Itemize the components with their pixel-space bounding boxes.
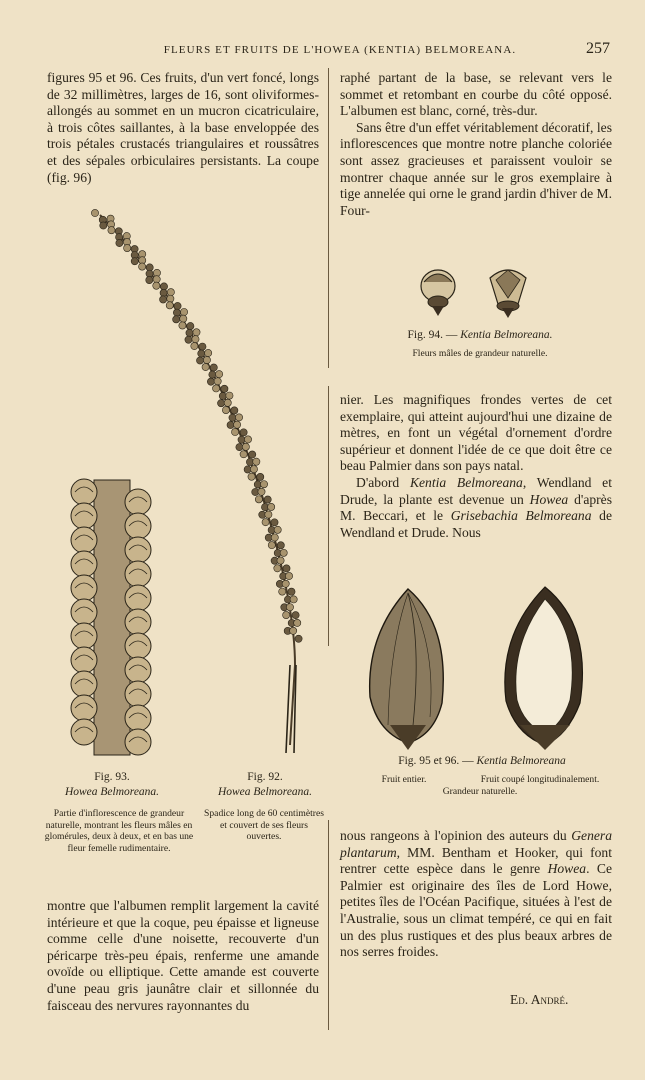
flower-bud bbox=[257, 473, 264, 480]
male-flower bbox=[125, 681, 151, 707]
flower-bud bbox=[282, 580, 289, 587]
male-flower bbox=[125, 513, 151, 539]
fig94-caption: Fleurs mâles de grandeur naturelle. bbox=[412, 348, 548, 359]
flower-bud bbox=[271, 519, 278, 526]
flower-bud bbox=[268, 542, 275, 549]
flower-bud bbox=[248, 473, 255, 480]
flower-bud bbox=[234, 421, 241, 428]
flower-bud bbox=[240, 429, 247, 436]
flower-bud bbox=[277, 542, 284, 549]
whole-fruit bbox=[370, 589, 444, 750]
flower-bud bbox=[258, 488, 265, 495]
male-flower bbox=[125, 489, 151, 515]
flower-bud bbox=[205, 349, 212, 356]
male-flower-closed bbox=[421, 270, 455, 316]
flower-bud bbox=[226, 392, 233, 399]
flower-bud bbox=[202, 363, 209, 370]
flower-bud bbox=[210, 364, 217, 371]
flower-bud bbox=[160, 296, 167, 303]
flower-bud bbox=[219, 392, 226, 399]
flower-bud bbox=[285, 572, 292, 579]
flower-bud bbox=[180, 308, 187, 315]
fig93-caption: Partie d'inflorescence de grandeur naturelle, montrant les fleurs mâles en glomérules, deux à deux, et en bas une fleur femelle rudimentaire. bbox=[44, 808, 194, 854]
flower-bud bbox=[235, 414, 242, 421]
flower-bud bbox=[203, 356, 210, 363]
fig94-dash: — bbox=[445, 329, 458, 341]
male-flower bbox=[71, 647, 97, 673]
fig93-name: Howea Belmoreana. bbox=[64, 786, 160, 798]
flower-bud bbox=[292, 612, 299, 619]
flower-bud bbox=[244, 436, 251, 443]
flower-bud bbox=[100, 222, 107, 229]
male-flower-open bbox=[490, 270, 526, 318]
fig94-label bbox=[360, 328, 600, 343]
flower-bud bbox=[191, 342, 198, 349]
paragraph: figures 95 et 96. Ces fruits, d'un vert foncé, longs de 32 millimètres, larges de 16, sont oliviformes-allongés au sommet en un mucron cicatriculaire, à trois côtes saillantes, à la base enveloppée des trois pétales crustacés triangulaires et roussâtres et des sépales orbiculaires persistants. La coupe (fig. 96) bbox=[47, 70, 319, 185]
left-column-bottom-text bbox=[47, 898, 319, 1014]
flower-bud bbox=[274, 526, 281, 533]
fig92-label bbox=[205, 770, 325, 800]
flower-bud bbox=[187, 322, 194, 329]
male-flower bbox=[71, 575, 97, 601]
flower-bud bbox=[262, 519, 269, 526]
male-flower bbox=[71, 623, 97, 649]
flower-bud bbox=[207, 378, 214, 385]
flower-bud bbox=[294, 619, 301, 626]
fig94-number: Fig. 94. bbox=[407, 329, 443, 341]
flower-bud bbox=[196, 357, 203, 364]
flower-bud bbox=[280, 549, 287, 556]
right-column-top-text bbox=[340, 70, 612, 219]
male-flower bbox=[71, 527, 97, 553]
flower-bud bbox=[231, 407, 238, 414]
flower-bud bbox=[193, 329, 200, 336]
flower-bud bbox=[286, 604, 293, 611]
flower-bud bbox=[160, 283, 167, 290]
fig95-caption-right: Fruit coupé longitudinalement. bbox=[480, 774, 600, 785]
flower-bud bbox=[179, 322, 186, 329]
male-flower bbox=[71, 551, 97, 577]
fig95-dash: — bbox=[462, 755, 474, 767]
paragraph: nier. Les magnifiques frondes vertes de cet exemplaire, qui atteint aujourd'hui une dizaine de mètres, en font un végétal d'ornement d'ordre supérieur et donnent l'idée de ce que doit être ce beau Palmier dans son pays natal. bbox=[340, 392, 612, 474]
flower-bud bbox=[217, 400, 224, 407]
fig95-number: Fig. 95 et 96. bbox=[398, 755, 460, 767]
flower-bud bbox=[153, 276, 160, 283]
male-flower bbox=[125, 537, 151, 563]
right-column-middle-text bbox=[340, 392, 612, 541]
flower-bud bbox=[264, 496, 271, 503]
fig94-name: Kentia Belmoreana. bbox=[460, 329, 553, 341]
male-flowers-illustration bbox=[410, 258, 550, 320]
male-flower bbox=[125, 633, 151, 659]
flower-bud bbox=[236, 444, 243, 451]
fig95-label bbox=[352, 754, 612, 769]
flower-bud bbox=[131, 258, 138, 265]
flower-bud bbox=[153, 282, 160, 289]
fig93-number: Fig. 93. bbox=[94, 771, 130, 783]
flower-bud bbox=[231, 428, 238, 435]
fig95-caption-left: Fruit entier. bbox=[381, 774, 427, 785]
flower-bud bbox=[253, 458, 260, 465]
column-divider-top bbox=[328, 68, 329, 368]
fruit-illustration bbox=[360, 585, 600, 750]
paragraph: montre que l'albumen remplit largement la cavité intérieure et que la coque, peu épaisse et ligneuse comme celle d'une noisette, recouverte d'un péricarpe très-peu épais, renferme une amande ovoïde ou elliptique. Cette amande est couverte d'une peau gris jaunâtre clair et sillonnée du faisceau des nervures rayonnantes du bbox=[47, 898, 319, 1013]
flower-bud bbox=[199, 343, 206, 350]
flower-bud bbox=[173, 316, 180, 323]
column-divider-bottom bbox=[328, 820, 329, 1030]
flower-bud bbox=[249, 451, 256, 458]
flower-bud bbox=[238, 436, 245, 443]
male-flower bbox=[71, 503, 97, 529]
male-flower bbox=[125, 705, 151, 731]
flower-bud bbox=[290, 627, 297, 634]
flower-bud bbox=[116, 239, 123, 246]
inflorescence-detail-illustration bbox=[52, 470, 172, 760]
flower-bud bbox=[216, 371, 223, 378]
flower-bud bbox=[221, 385, 228, 392]
flower-bud bbox=[91, 209, 98, 216]
fig92-caption: Spadice long de 60 centimètres et couvert de ses fleurs ouvertes. bbox=[204, 808, 324, 843]
male-flower bbox=[125, 561, 151, 587]
fig95-caption-bottom: Grandeur naturelle. bbox=[442, 786, 518, 797]
flower-bud bbox=[255, 496, 262, 503]
flower-bud bbox=[213, 385, 220, 392]
left-column-top-text bbox=[47, 70, 319, 186]
flower-bud bbox=[166, 302, 173, 309]
flower-bud bbox=[265, 511, 272, 518]
flower-bud bbox=[167, 295, 174, 302]
paragraph: Sans être d'un effet véritablement décoratif, les inflorescences que montre notre planche coloriée sont assez gracieuses et paraissent vouloir se montrer chaque année sur le gros exemplaire à tige annelée qui orne le grand jardin d'hiver de M. Four- bbox=[340, 119, 612, 218]
flower-bud bbox=[227, 421, 234, 428]
author-signature: Ed. André. bbox=[510, 992, 569, 1007]
fig92-name: Howea Belmoreana. bbox=[217, 786, 313, 798]
male-flower bbox=[125, 729, 151, 755]
paragraph: raphé partant de la base, se relevant vers le sommet et retombant en courbe du côté opposé. L'albumen est blanc, corné, très-dur. bbox=[340, 70, 612, 119]
flower-bud bbox=[283, 565, 290, 572]
flower-bud bbox=[209, 371, 216, 378]
male-flower bbox=[71, 695, 97, 721]
flower-bud bbox=[160, 289, 167, 296]
male-flower bbox=[125, 609, 151, 635]
flower-bud bbox=[242, 443, 249, 450]
flower-bud bbox=[283, 611, 290, 618]
column-divider-middle bbox=[328, 386, 329, 646]
flower-bud bbox=[222, 406, 229, 413]
flower-bud bbox=[268, 503, 275, 510]
flower-bud bbox=[174, 302, 181, 309]
flower-bud bbox=[277, 557, 284, 564]
flower-bud bbox=[167, 289, 174, 296]
flower-bud bbox=[288, 588, 295, 595]
male-flower bbox=[71, 479, 97, 505]
flower-bud bbox=[173, 309, 180, 316]
flower-bud bbox=[192, 336, 199, 343]
male-flower bbox=[71, 599, 97, 625]
male-flower bbox=[125, 585, 151, 611]
fig93-label bbox=[52, 770, 172, 800]
flower-bud bbox=[186, 329, 193, 336]
fig92-number: Fig. 92. bbox=[247, 771, 283, 783]
flower-bud bbox=[124, 244, 131, 251]
flower-bud bbox=[146, 276, 153, 283]
flower-bud bbox=[250, 466, 257, 473]
flower-bud bbox=[108, 227, 115, 234]
paragraph: nous rangeons à l'opinion des auteurs du Genera plantarum, MM. Bentham et Hooker, qui font rentrer cette espèce dans le genre Howea. Ce Palmier est originaire des îles de Lord Howe, petites îles de l'Océan Pacifique, situées à l'est de l'Australie, sous un climat tempéré, ce qui en fait un des plus rustiques et des plus beaux arbres de nos serres froides. bbox=[340, 828, 613, 960]
flower-bud bbox=[139, 263, 146, 270]
flower-bud bbox=[295, 635, 302, 642]
flower-bud bbox=[185, 336, 192, 343]
page-number: 257 bbox=[586, 40, 610, 57]
flower-bud bbox=[214, 378, 221, 385]
flower-bud bbox=[224, 399, 231, 406]
flower-bud bbox=[271, 534, 278, 541]
flower-bud bbox=[274, 565, 281, 572]
rachis bbox=[94, 480, 130, 755]
paragraph: D'abord Kentia Belmoreana, Wendland et Drude, la plante est devenue un Howea d'après M. Beccari, et le Grisebachia Belmoreana de Wendland et Drude. Nous bbox=[340, 474, 612, 540]
flower-bud bbox=[180, 315, 187, 322]
flower-bud bbox=[229, 414, 236, 421]
cut-fruit bbox=[505, 587, 583, 750]
male-flower bbox=[125, 657, 151, 683]
male-flower bbox=[71, 719, 97, 745]
fig95-name: Kentia Belmoreana bbox=[476, 755, 566, 767]
right-column-bottom-text bbox=[340, 828, 612, 961]
running-header: FLEURS ET FRUITS DE L'HOWEA (KENTIA) BELMOREANA. bbox=[163, 44, 517, 56]
flower-bud bbox=[198, 350, 205, 357]
flower-bud bbox=[290, 596, 297, 603]
male-flower bbox=[71, 671, 97, 697]
flower-bud bbox=[279, 588, 286, 595]
flower-bud bbox=[240, 451, 247, 458]
flower-bud bbox=[260, 481, 267, 488]
